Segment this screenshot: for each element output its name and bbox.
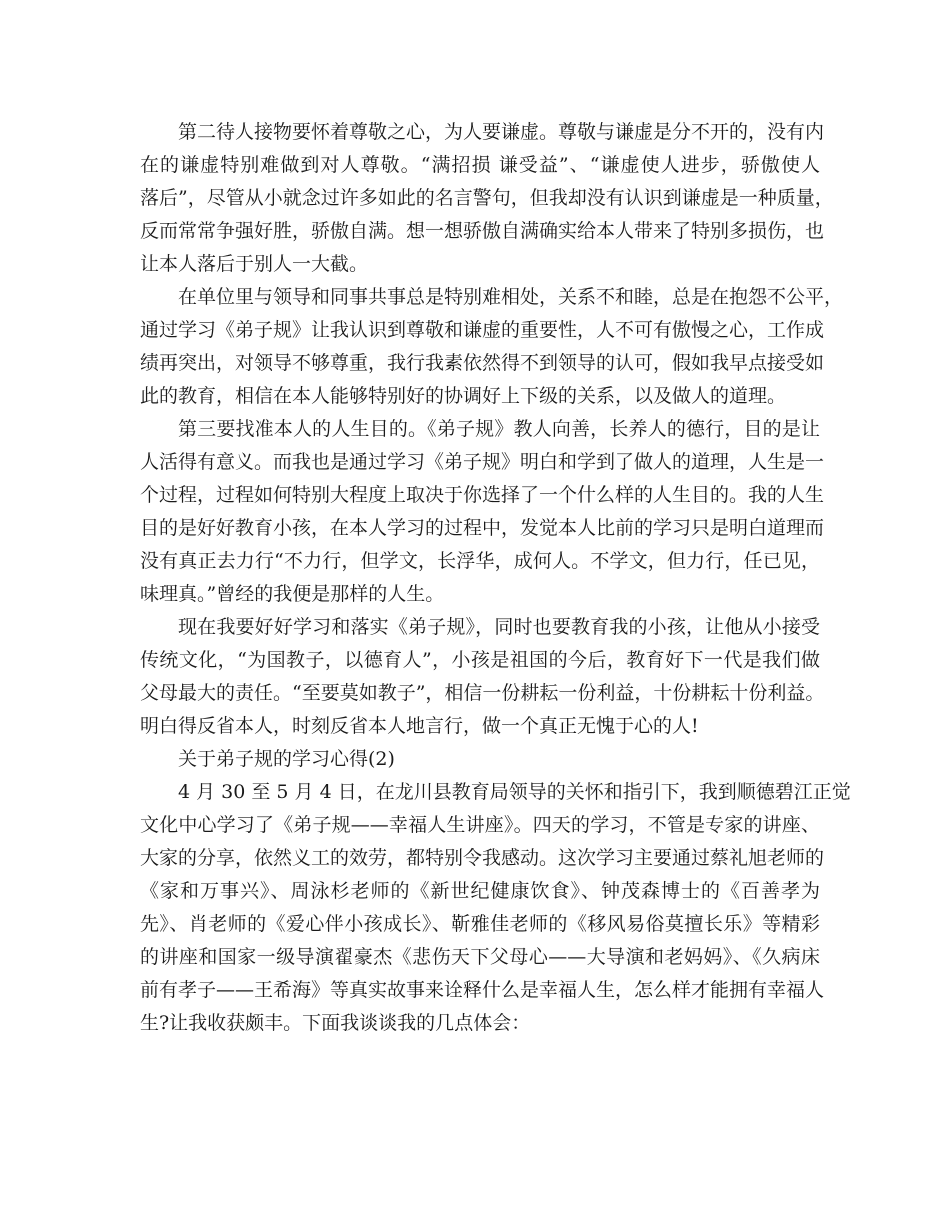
text-line: 反而常常争强好胜，骄傲自满。想一想骄傲自满确实给本人带来了特别多损伤，也 (140, 220, 825, 242)
text-line: 在的谦虚特别难做到对人尊敬。“满招损 谦受益”、“谦虚使人进步，骄傲使人 (140, 154, 820, 176)
text-line: 落后”，尽管从小就念过许多如此的名言警句，但我却没有认识到谦虚是一种质量， (140, 187, 834, 209)
text-line: 让本人落后于别人一大截。 (140, 253, 369, 275)
text-line: 第二待人接物要怀着尊敬之心，为人要谦虚。尊敬与谦虚是分不开的，没有内 (178, 121, 825, 143)
text-line: 的讲座和国家一级导演翟豪杰《悲伤天下父母心——大导演和老妈妈》、《久病床 (140, 946, 820, 968)
text-line: 传统文化，“为国教子，以德育人”，小孩是祖国的今后，教育好下一代是我们做 (140, 649, 820, 671)
text-line: 在单位里与领导和同事共事总是特别难相处，关系不和睦，总是在抱怨不公平， (178, 286, 844, 308)
text-line: 文化中心学习了《弟子规——幸福人生讲座》。四天的学习，不管是专家的讲座、 (140, 814, 820, 836)
text-line: 没有真正去力行“不力行，但学文，长浮华，成何人。不学文，但力行，任已见， (140, 550, 820, 572)
text-line: 第三要找准本人的人生目的。《弟子规》教人向善，长养人的德行，目的是让 (178, 418, 820, 440)
text-line: 关于弟子规的学习心得(2) (178, 748, 395, 770)
text-line: 人活得有意义。而我也是通过学习《弟子规》明白和学到了做人的道理，人生是一 (140, 451, 825, 473)
text-line: 通过学习《弟子规》让我认识到尊敬和谦虚的重要性，人不可有傲慢之心，工作成 (140, 319, 825, 341)
text-line: 先》、肖老师的《爱心伴小孩成长》、靳雅佳老师的《移风易俗莫擅长乐》等精彩 (140, 913, 820, 935)
text-line: 父母最大的责任。“至要莫如教子”，相信一份耕耘一份利益，十份耕耘十份利益。 (140, 682, 825, 704)
text-line: 4 月 30 至 5 月 4 日，在龙川县教育局领导的关怀和指引下，我到顺德碧江正觉 (178, 781, 851, 803)
text-line: 现在我要好好学习和落实《弟子规》，同时也要教育我的小孩，让他从小接受 (178, 616, 820, 638)
text-line: 此的教育，相信在本人能够特别好的协调好上下级的关系，以及做人的道理。 (140, 385, 787, 407)
document-body (140, 116, 851, 1040)
text-line: 前有孝子——王希海》等真实故事来诠释什么是幸福人生，怎么样才能拥有幸福人 (140, 979, 825, 1001)
text-line: 大家的分享，依然义工的效劳，都特别令我感动。这次学习主要通过蔡礼旭老师的 (140, 847, 825, 869)
text-line: 生?让我收获颇丰。下面我谈谈我的几点体会： (140, 1012, 531, 1034)
text-line: 明白得反省本人，时刻反省本人地言行，做一个真正无愧于心的人! (140, 715, 699, 737)
text-line: 个过程，过程如何特别大程度上取决于你选择了一个什么样的人生目的。我的人生 (140, 484, 825, 506)
text-line: 绩再突出，对领导不够尊重，我行我素依然得不到领导的认可，假如我早点接受如 (140, 352, 825, 374)
text-line: 《家和万事兴》、周泳杉老师的《新世纪健康饮食》、钟茂森博士的《百善孝为 (140, 880, 820, 902)
text-line: 味理真。”曾经的我便是那样的人生。 (140, 583, 445, 605)
text-line: 目的是好好教育小孩，在本人学习的过程中，发觉本人比前的学习只是明白道理而 (140, 517, 825, 539)
